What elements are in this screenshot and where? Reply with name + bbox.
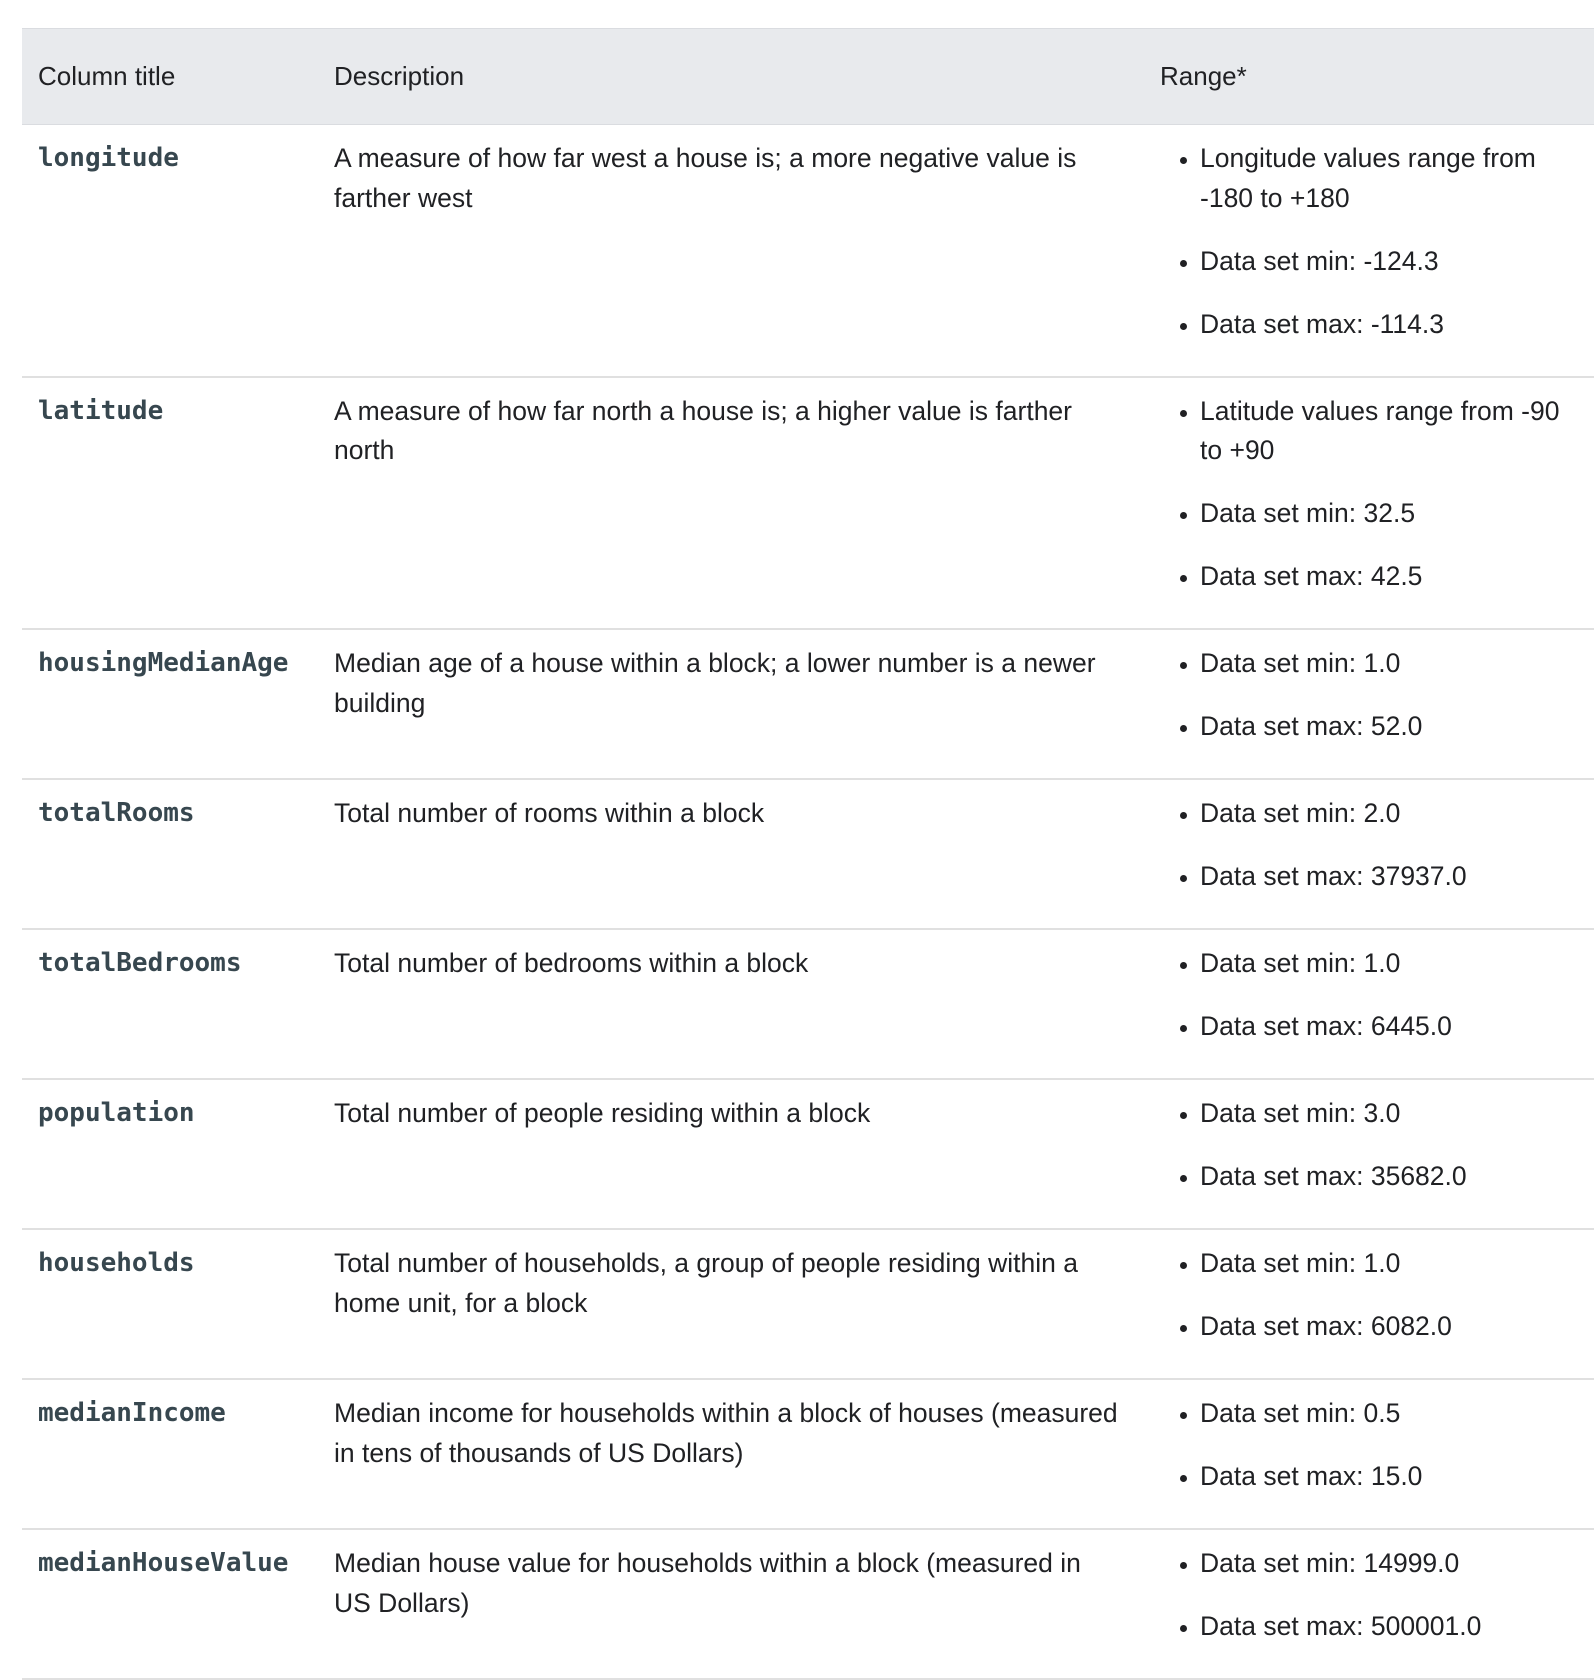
range-list (1160, 794, 1578, 897)
column-range (1144, 1229, 1594, 1379)
range-list (1160, 139, 1578, 344)
column-name: medianIncome (22, 1379, 318, 1529)
range-item: • Data set min: 14999.0 (1200, 1544, 1578, 1584)
column-range (1144, 629, 1594, 779)
column-range (1144, 377, 1594, 630)
range-item: • Data set max: 500001.0 (1200, 1607, 1578, 1647)
table-row (22, 629, 1594, 779)
range-item: • Data set min: 1.0 (1200, 1244, 1578, 1284)
range-item: • Data set min: -124.3 (1200, 242, 1578, 282)
range-list (1160, 1094, 1578, 1197)
range-list (1160, 1394, 1578, 1497)
range-item: • Data set max: 42.5 (1200, 557, 1578, 597)
dataset-columns-table (22, 28, 1594, 1680)
column-range (1144, 125, 1594, 377)
table-row (22, 929, 1594, 1079)
column-name: households (22, 1229, 318, 1379)
column-description: Total number of households, a group of people residing within a home unit, for a block (318, 1229, 1144, 1379)
column-description: A measure of how far north a house is; a higher value is farther north (318, 377, 1144, 630)
range-item: • Latitude values range from -90 to +90 (1200, 392, 1578, 471)
column-range (1144, 1379, 1594, 1529)
header-column-title: Column title (22, 29, 318, 125)
column-description: Median income for households within a block of houses (measured in tens of thousands of US Dollars) (318, 1379, 1144, 1529)
range-item: • Data set max: 6082.0 (1200, 1307, 1578, 1347)
table-row (22, 1529, 1594, 1679)
header-range: Range* (1144, 29, 1594, 125)
column-description: Median age of a house within a block; a lower number is a newer building (318, 629, 1144, 779)
range-item: • Data set min: 32.5 (1200, 494, 1578, 534)
column-description: Median house value for households within a block (measured in US Dollars) (318, 1529, 1144, 1679)
column-description: Total number of bedrooms within a block (318, 929, 1144, 1079)
range-item: • Data set max: 52.0 (1200, 707, 1578, 747)
column-range (1144, 779, 1594, 929)
column-name: population (22, 1079, 318, 1229)
table-row (22, 377, 1594, 630)
column-name: medianHouseValue (22, 1529, 318, 1679)
range-item: • Data set min: 1.0 (1200, 644, 1578, 684)
column-range (1144, 1529, 1594, 1679)
table-row (22, 779, 1594, 929)
column-range (1144, 1079, 1594, 1229)
range-item: • Data set max: 15.0 (1200, 1457, 1578, 1497)
range-item: • Data set min: 2.0 (1200, 794, 1578, 834)
header-description: Description (318, 29, 1144, 125)
range-item: • Data set max: 35682.0 (1200, 1157, 1578, 1197)
table-row (22, 1229, 1594, 1379)
table-row (22, 125, 1594, 377)
column-name: housingMedianAge (22, 629, 318, 779)
range-list (1160, 1244, 1578, 1347)
range-item: • Data set max: -114.3 (1200, 305, 1578, 345)
range-item: • Data set max: 37937.0 (1200, 857, 1578, 897)
column-description: Total number of rooms within a block (318, 779, 1144, 929)
range-list (1160, 944, 1578, 1047)
column-name: totalRooms (22, 779, 318, 929)
table-row (22, 1079, 1594, 1229)
range-item: • Data set max: 6445.0 (1200, 1007, 1578, 1047)
range-list (1160, 644, 1578, 747)
range-item: • Data set min: 0.5 (1200, 1394, 1578, 1434)
column-name: totalBedrooms (22, 929, 318, 1079)
dataset-columns-table-wrapper (22, 28, 1594, 1680)
range-item: • Data set min: 1.0 (1200, 944, 1578, 984)
column-range (1144, 929, 1594, 1079)
table-header-row (22, 29, 1594, 125)
column-description: Total number of people residing within a block (318, 1079, 1144, 1229)
table-row (22, 1379, 1594, 1529)
column-description: A measure of how far west a house is; a more negative value is farther west (318, 125, 1144, 377)
range-item: • Data set min: 3.0 (1200, 1094, 1578, 1134)
column-name: longitude (22, 125, 318, 377)
column-name: latitude (22, 377, 318, 630)
range-list (1160, 1544, 1578, 1647)
range-list (1160, 392, 1578, 597)
range-item: • Longitude values range from -180 to +180 (1200, 139, 1578, 218)
